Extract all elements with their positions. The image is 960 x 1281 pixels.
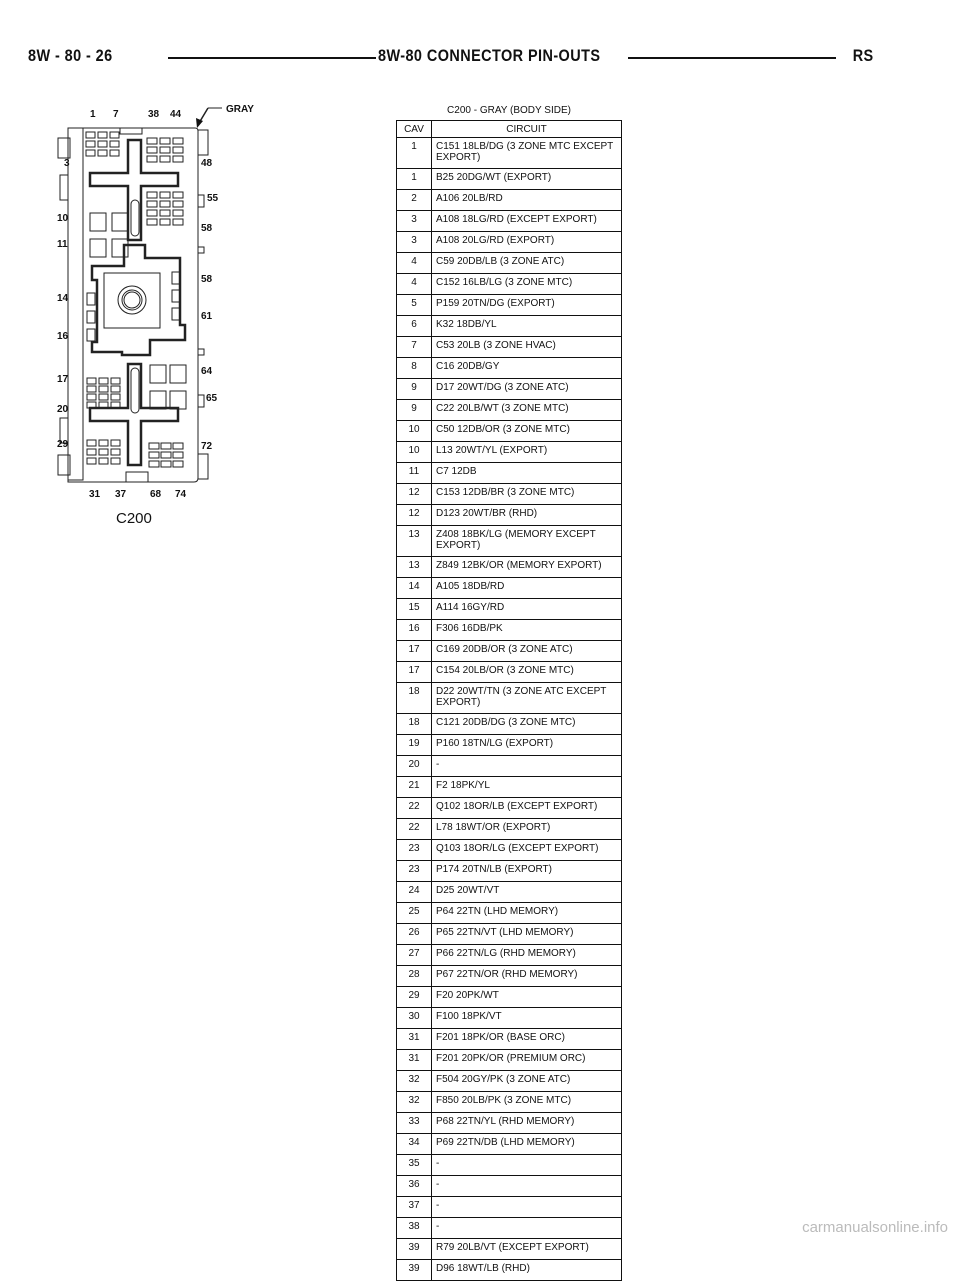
cav-cell: 36 — [397, 1176, 432, 1197]
table-row — [397, 505, 622, 526]
table-row — [397, 924, 622, 945]
cav-cell: 12 — [397, 484, 432, 505]
cav-cell: 21 — [397, 777, 432, 798]
cavity — [99, 394, 108, 400]
table-row — [397, 1176, 622, 1197]
table-row — [397, 987, 622, 1008]
cavity — [147, 201, 157, 207]
model-code: RS — [853, 46, 874, 65]
cavity — [173, 138, 183, 144]
table-row — [397, 599, 622, 620]
cavity — [98, 132, 107, 138]
cav-cell: 13 — [397, 526, 432, 557]
cavity — [161, 443, 171, 449]
cavity — [161, 461, 171, 467]
cavity — [111, 458, 120, 464]
cavity — [87, 378, 96, 384]
header-cav: CAV — [397, 121, 432, 138]
cavity — [170, 391, 186, 409]
cavity — [98, 141, 107, 147]
table-row — [397, 211, 622, 232]
cavity — [111, 378, 120, 384]
circuit-cell: A105 18DB/RD — [432, 578, 622, 599]
circuit-cell: F100 18PK/VT — [432, 1008, 622, 1029]
circuit-cell: - — [432, 1155, 622, 1176]
cavity — [170, 365, 186, 383]
cav-cell: 33 — [397, 1113, 432, 1134]
table-row — [397, 1260, 622, 1281]
table-row — [397, 253, 622, 274]
table-row — [397, 316, 622, 337]
pin-label: 55 — [207, 193, 219, 204]
cavity — [86, 132, 95, 138]
cav-cell: 39 — [397, 1239, 432, 1260]
table-row — [397, 169, 622, 190]
circuit-cell: D96 18WT/LB (RHD) — [432, 1260, 622, 1281]
table-row — [397, 756, 622, 777]
cav-cell: 13 — [397, 557, 432, 578]
cavity — [173, 201, 183, 207]
cavity — [87, 293, 95, 305]
circuit-cell: P69 22TN/DB (LHD MEMORY) — [432, 1134, 622, 1155]
table-title: C200 - GRAY (BODY SIDE) — [447, 105, 571, 116]
circuit-cell: Z849 12BK/OR (MEMORY EXPORT) — [432, 557, 622, 578]
pin-label: 37 — [115, 489, 127, 500]
table-row — [397, 463, 622, 484]
cavity — [173, 219, 183, 225]
cavity — [150, 365, 166, 383]
cav-cell: 14 — [397, 578, 432, 599]
pin-label: 74 — [175, 489, 187, 500]
cav-cell: 12 — [397, 505, 432, 526]
cavity — [147, 156, 157, 162]
table-row — [397, 400, 622, 421]
table-row — [397, 442, 622, 463]
cav-cell: 24 — [397, 882, 432, 903]
circuit-cell: B25 20DG/WT (EXPORT) — [432, 169, 622, 190]
cavity — [160, 201, 170, 207]
cavity — [98, 150, 107, 156]
circuit-cell: F201 20PK/OR (PREMIUM ORC) — [432, 1050, 622, 1071]
cavity — [150, 391, 166, 409]
cav-cell: 17 — [397, 662, 432, 683]
cavity — [173, 192, 183, 198]
circuit-cell: P64 22TN (LHD MEMORY) — [432, 903, 622, 924]
pin-label: 72 — [201, 441, 213, 452]
cav-cell: 1 — [397, 169, 432, 190]
table-row — [397, 966, 622, 987]
circuit-cell: R79 20LB/VT (EXCEPT EXPORT) — [432, 1239, 622, 1260]
table-row — [397, 714, 622, 735]
page-number: 8W - 80 - 26 — [28, 46, 113, 65]
circuit-cell: P67 22TN/OR (RHD MEMORY) — [432, 966, 622, 987]
circuit-cell: C59 20DB/LB (3 ZONE ATC) — [432, 253, 622, 274]
table-row — [397, 295, 622, 316]
table-row — [397, 882, 622, 903]
circuit-cell: P66 22TN/LG (RHD MEMORY) — [432, 945, 622, 966]
cavity — [173, 461, 183, 467]
cav-cell: 22 — [397, 819, 432, 840]
cavity — [147, 192, 157, 198]
circuit-cell: C22 20LB/WT (3 ZONE MTC) — [432, 400, 622, 421]
circuit-cell: L78 18WT/OR (EXPORT) — [432, 819, 622, 840]
circuit-cell: C154 20LB/OR (3 ZONE MTC) — [432, 662, 622, 683]
circuit-cell: F850 20LB/PK (3 ZONE MTC) — [432, 1092, 622, 1113]
circuit-cell: F20 20PK/WT — [432, 987, 622, 1008]
circuit-cell: D25 20WT/VT — [432, 882, 622, 903]
cav-cell: 9 — [397, 400, 432, 421]
cavity — [160, 210, 170, 216]
cavity — [173, 147, 183, 153]
table-row — [397, 337, 622, 358]
circuit-cell: C153 12DB/BR (3 ZONE MTC) — [432, 484, 622, 505]
cavity — [87, 329, 95, 341]
cavity — [99, 458, 108, 464]
cavity — [173, 443, 183, 449]
cavity — [99, 449, 108, 455]
table-row — [397, 1197, 622, 1218]
cav-cell: 4 — [397, 274, 432, 295]
watermark: carmanualsonline.info — [802, 1219, 948, 1236]
cavity — [110, 150, 119, 156]
color-callout: GRAY — [226, 104, 254, 115]
circuit-cell: P160 18TN/LG (EXPORT) — [432, 735, 622, 756]
cavity — [87, 458, 96, 464]
pin-label: 61 — [201, 311, 213, 322]
pin-label: 64 — [201, 366, 213, 377]
cavity — [147, 138, 157, 144]
cav-cell: 23 — [397, 861, 432, 882]
circuit-cell: P65 22TN/VT (LHD MEMORY) — [432, 924, 622, 945]
cavity-grid — [86, 132, 186, 467]
cavity — [110, 141, 119, 147]
pin-label: 10 — [57, 213, 69, 224]
cavity — [160, 147, 170, 153]
cav-cell: 9 — [397, 379, 432, 400]
cavity — [160, 156, 170, 162]
pin-label: 31 — [89, 489, 101, 500]
table-row — [397, 484, 622, 505]
circuit-cell: F201 18PK/OR (BASE ORC) — [432, 1029, 622, 1050]
cav-cell: 35 — [397, 1155, 432, 1176]
pin-label: 14 — [57, 293, 69, 304]
cav-cell: 5 — [397, 295, 432, 316]
cavity — [111, 386, 120, 392]
table-row — [397, 1218, 622, 1239]
cav-cell: 10 — [397, 421, 432, 442]
cavity — [87, 449, 96, 455]
cav-cell: 28 — [397, 966, 432, 987]
circuit-cell: A108 20LG/RD (EXPORT) — [432, 232, 622, 253]
cav-cell: 3 — [397, 211, 432, 232]
pin-label: 68 — [150, 489, 162, 500]
cavity — [173, 156, 183, 162]
cav-cell: 23 — [397, 840, 432, 861]
cavity — [112, 239, 128, 257]
circuit-cell: Q102 18OR/LB (EXCEPT EXPORT) — [432, 798, 622, 819]
cav-cell: 3 — [397, 232, 432, 253]
cavity — [99, 386, 108, 392]
circuit-cell: P68 22TN/YL (RHD MEMORY) — [432, 1113, 622, 1134]
table-row — [397, 662, 622, 683]
cavity — [147, 210, 157, 216]
cav-cell: 22 — [397, 798, 432, 819]
cav-cell: 19 — [397, 735, 432, 756]
cav-cell: 31 — [397, 1029, 432, 1050]
cavity — [111, 394, 120, 400]
pin-label: 7 — [113, 109, 119, 120]
cavity — [161, 452, 171, 458]
circuit-cell: - — [432, 1197, 622, 1218]
pin-label: 58 — [201, 223, 213, 234]
connector-name: C200 — [116, 510, 152, 527]
cavity — [147, 147, 157, 153]
table-row — [397, 683, 622, 714]
cav-cell: 32 — [397, 1071, 432, 1092]
table-row — [397, 1071, 622, 1092]
table-row — [397, 138, 622, 169]
circuit-cell: C7 12DB — [432, 463, 622, 484]
circuit-cell: Z408 18BK/LG (MEMORY EXCEPT EXPORT) — [432, 526, 622, 557]
table-row — [397, 861, 622, 882]
header-circuit: CIRCUIT — [432, 121, 622, 138]
table-row — [397, 798, 622, 819]
table-row — [397, 1092, 622, 1113]
cav-cell: 6 — [397, 316, 432, 337]
pin-label: 48 — [201, 158, 213, 169]
cav-cell: 16 — [397, 620, 432, 641]
cav-cell: 10 — [397, 442, 432, 463]
cav-cell: 31 — [397, 1050, 432, 1071]
cavity — [99, 378, 108, 384]
pin-label: 58 — [201, 274, 213, 285]
circuit-cell: D22 20WT/TN (3 ZONE ATC EXCEPT EXPORT) — [432, 683, 622, 714]
table-row — [397, 1008, 622, 1029]
circuit-cell: C53 20LB (3 ZONE HVAC) — [432, 337, 622, 358]
table-row — [397, 526, 622, 557]
cav-cell: 26 — [397, 924, 432, 945]
table-row — [397, 777, 622, 798]
pin-label: 11 — [57, 239, 68, 250]
cavity — [87, 386, 96, 392]
cav-cell: 11 — [397, 463, 432, 484]
cav-cell: 15 — [397, 599, 432, 620]
circuit-cell: C152 16LB/LG (3 ZONE MTC) — [432, 274, 622, 295]
circuit-cell: K32 18DB/YL — [432, 316, 622, 337]
cav-cell: 34 — [397, 1134, 432, 1155]
circuit-cell: A108 18LG/RD (EXCEPT EXPORT) — [432, 211, 622, 232]
table-row — [397, 421, 622, 442]
circuit-cell: Q103 18OR/LG (EXCEPT EXPORT) — [432, 840, 622, 861]
table-row — [397, 840, 622, 861]
section-title: 8W-80 CONNECTOR PIN-OUTS — [378, 46, 601, 65]
circuit-cell: D123 20WT/BR (RHD) — [432, 505, 622, 526]
circuit-cell: A106 20LB/RD — [432, 190, 622, 211]
cavity — [160, 138, 170, 144]
cav-cell: 4 — [397, 253, 432, 274]
cavity — [110, 132, 119, 138]
circuit-cell: - — [432, 756, 622, 777]
cav-cell: 2 — [397, 190, 432, 211]
circuit-cell: D17 20WT/DG (3 ZONE ATC) — [432, 379, 622, 400]
cav-cell: 30 — [397, 1008, 432, 1029]
circuit-cell: C50 12DB/OR (3 ZONE MTC) — [432, 421, 622, 442]
pin-label: 44 — [170, 109, 182, 120]
cav-cell: 7 — [397, 337, 432, 358]
circuit-cell: C16 20DB/GY — [432, 358, 622, 379]
connector-diagram — [0, 0, 270, 540]
cavity — [147, 219, 157, 225]
cavity — [87, 440, 96, 446]
circuit-cell: F306 16DB/PK — [432, 620, 622, 641]
cav-cell: 38 — [397, 1218, 432, 1239]
cavity — [111, 449, 120, 455]
cavity — [149, 443, 159, 449]
callout-arrow — [196, 108, 222, 128]
circuit-cell: C151 18LB/DG (3 ZONE MTC EXCEPT EXPORT) — [432, 138, 622, 169]
table-row — [397, 578, 622, 599]
circuit-cell: A114 16GY/RD — [432, 599, 622, 620]
circuit-cell: - — [432, 1176, 622, 1197]
circuit-cell: - — [432, 1218, 622, 1239]
pin-label: 16 — [57, 331, 69, 342]
cav-cell: 18 — [397, 683, 432, 714]
cav-cell: 20 — [397, 756, 432, 777]
connector-body — [58, 128, 208, 482]
table-row — [397, 735, 622, 756]
cavity — [149, 461, 159, 467]
cavity — [87, 394, 96, 400]
cav-cell: 17 — [397, 641, 432, 662]
table-row — [397, 620, 622, 641]
pinout-table — [396, 120, 622, 1281]
cav-cell: 25 — [397, 903, 432, 924]
circuit-cell: F504 20GY/PK (3 ZONE ATC) — [432, 1071, 622, 1092]
table-header-row — [397, 121, 622, 138]
table-row — [397, 358, 622, 379]
cavity — [86, 150, 95, 156]
cavity — [112, 213, 128, 231]
cav-cell: 18 — [397, 714, 432, 735]
cavity — [149, 452, 159, 458]
circuit-cell: P174 20TN/LB (EXPORT) — [432, 861, 622, 882]
table-row — [397, 945, 622, 966]
header-rule-right — [628, 57, 836, 59]
table-row — [397, 274, 622, 295]
table-row — [397, 1113, 622, 1134]
circuit-cell: P159 20TN/DG (EXPORT) — [432, 295, 622, 316]
cav-cell: 37 — [397, 1197, 432, 1218]
cavity — [173, 210, 183, 216]
table-row — [397, 1050, 622, 1071]
circuit-cell: F2 18PK/YL — [432, 777, 622, 798]
cav-cell: 39 — [397, 1260, 432, 1281]
cav-cell: 1 — [397, 138, 432, 169]
table-row — [397, 557, 622, 578]
pin-label: 1 — [90, 109, 96, 120]
table-row — [397, 1134, 622, 1155]
circuit-cell: C121 20DB/DG (3 ZONE MTC) — [432, 714, 622, 735]
pin-label: 3 — [64, 158, 70, 169]
cavity — [99, 440, 108, 446]
table-row — [397, 190, 622, 211]
cavity — [173, 452, 183, 458]
cavity — [111, 440, 120, 446]
table-row — [397, 1029, 622, 1050]
pin-label: 65 — [206, 393, 218, 404]
cav-cell: 29 — [397, 987, 432, 1008]
circuit-cell: L13 20WT/YL (EXPORT) — [432, 442, 622, 463]
cavity — [90, 213, 106, 231]
cavity — [160, 192, 170, 198]
cav-cell: 8 — [397, 358, 432, 379]
pin-label: 29 — [57, 439, 69, 450]
cavity — [87, 311, 95, 323]
pin-label: 20 — [57, 404, 69, 415]
cav-cell: 32 — [397, 1092, 432, 1113]
cavity — [86, 141, 95, 147]
pin-label: 38 — [148, 109, 160, 120]
cavity — [90, 239, 106, 257]
circuit-cell: C169 20DB/OR (3 ZONE ATC) — [432, 641, 622, 662]
cavity — [160, 219, 170, 225]
table-row — [397, 819, 622, 840]
table-row — [397, 1155, 622, 1176]
table-row — [397, 379, 622, 400]
table-row — [397, 903, 622, 924]
cav-cell: 27 — [397, 945, 432, 966]
pin-label: 17 — [57, 374, 69, 385]
table-row — [397, 232, 622, 253]
table-row — [397, 641, 622, 662]
